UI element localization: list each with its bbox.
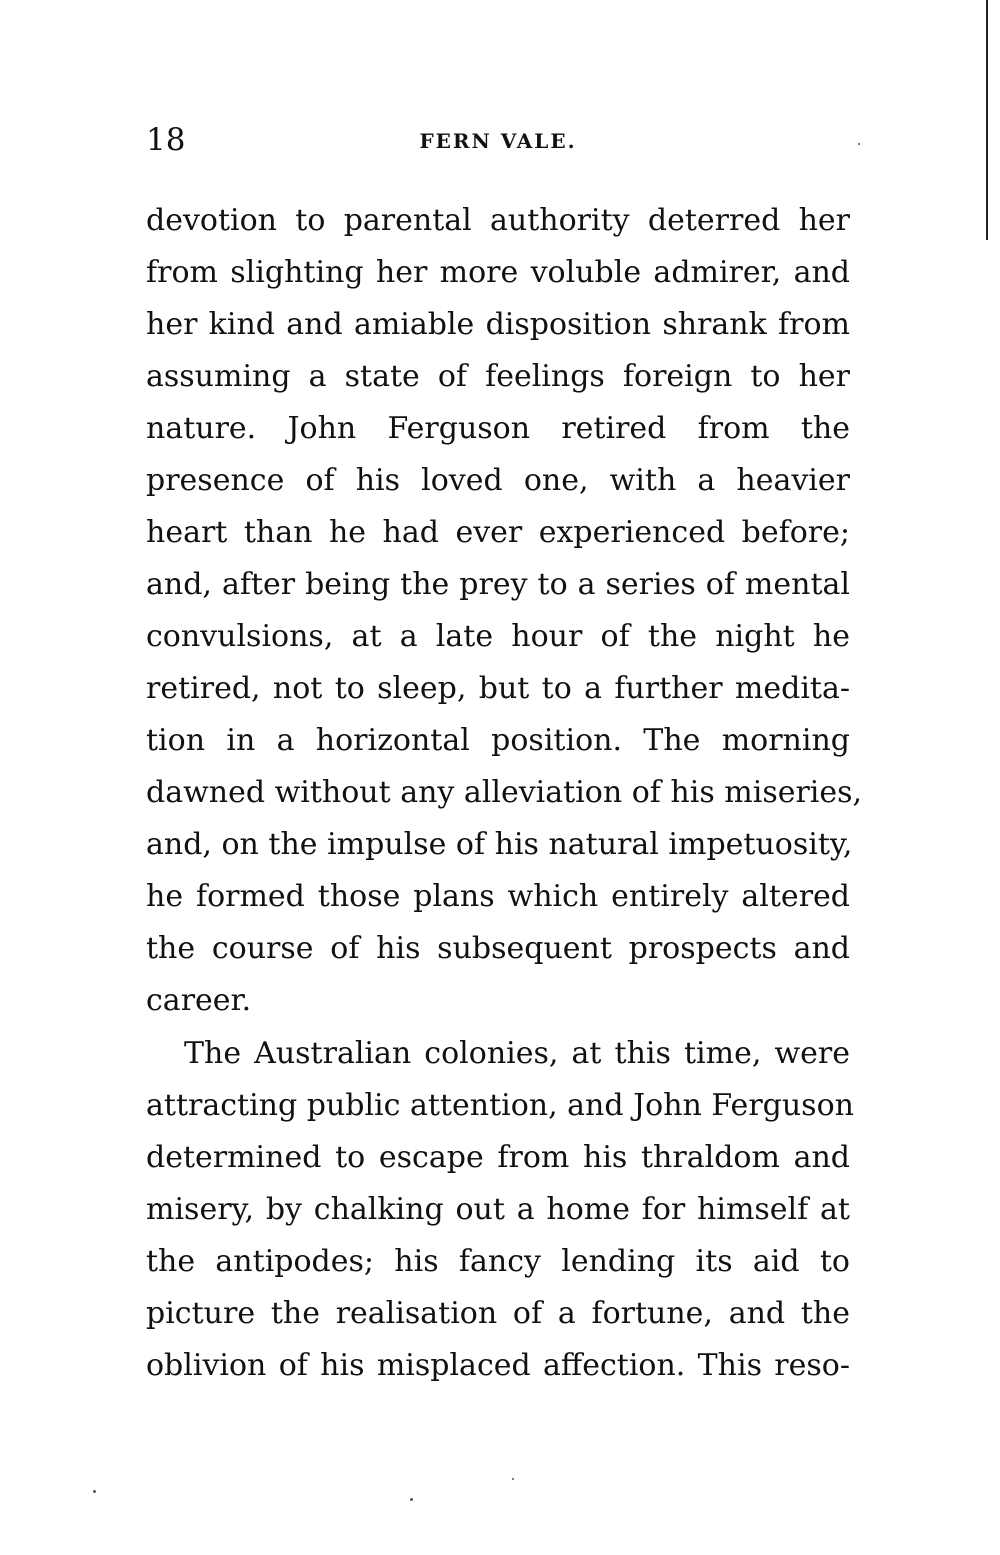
- print-speck: [512, 1478, 514, 1480]
- text-line: tion in a horizontal position. The morning: [146, 723, 850, 758]
- text-line: convulsions, at a late hour of the night he: [146, 619, 850, 654]
- paragraph: [146, 1028, 854, 1392]
- text-line: he formed those plans which entirely altered: [146, 879, 850, 914]
- text-line: picture the realisation of a fortune, and the: [146, 1296, 850, 1331]
- print-speck: [410, 1498, 413, 1501]
- text-line: career.: [146, 983, 252, 1018]
- text-line: misery, by chalking out a home for himself at: [146, 1192, 850, 1227]
- text-line: devotion to parental authority deterred her: [146, 203, 850, 238]
- text-line: attracting public attention, and John Ferguson: [146, 1088, 854, 1123]
- text-line: and, after being the prey to a series of mental: [146, 567, 850, 602]
- body-text: [146, 195, 863, 1392]
- text-line: the antipodes; his fancy lending its aid to: [146, 1244, 850, 1279]
- text-line: from slighting her more voluble admirer, and: [146, 255, 850, 290]
- print-speck: [858, 143, 860, 145]
- running-head: FERN VALE.: [419, 129, 577, 153]
- text-line: nature. John Ferguson retired from the: [146, 411, 850, 446]
- text-line: dawned without any alleviation of his miseries,: [146, 775, 863, 810]
- text-line: oblivion of his misplaced affection. This reso-: [146, 1348, 850, 1383]
- page-number: 18: [146, 122, 186, 158]
- print-speck: [93, 1490, 96, 1493]
- text-line: determined to escape from his thraldom and: [146, 1140, 850, 1175]
- page-header: [146, 118, 850, 162]
- text-line: and, on the impulse of his natural impetuosity,: [146, 827, 853, 862]
- text-line: the course of his subsequent prospects and: [146, 931, 850, 966]
- text-line: assuming a state of feelings foreign to her: [146, 359, 850, 394]
- paragraph: [146, 195, 863, 1027]
- text-line: heart than he had ever experienced before;: [146, 515, 850, 550]
- text-line: her kind and amiable disposition shrank from: [146, 307, 850, 342]
- text-line: retired, not to sleep, but to a further medita-: [146, 671, 850, 706]
- text-line: The Australian colonies, at this time, were: [184, 1036, 850, 1071]
- page-edge-line: [986, 0, 988, 240]
- text-line: presence of his loved one, with a heavier: [146, 463, 850, 498]
